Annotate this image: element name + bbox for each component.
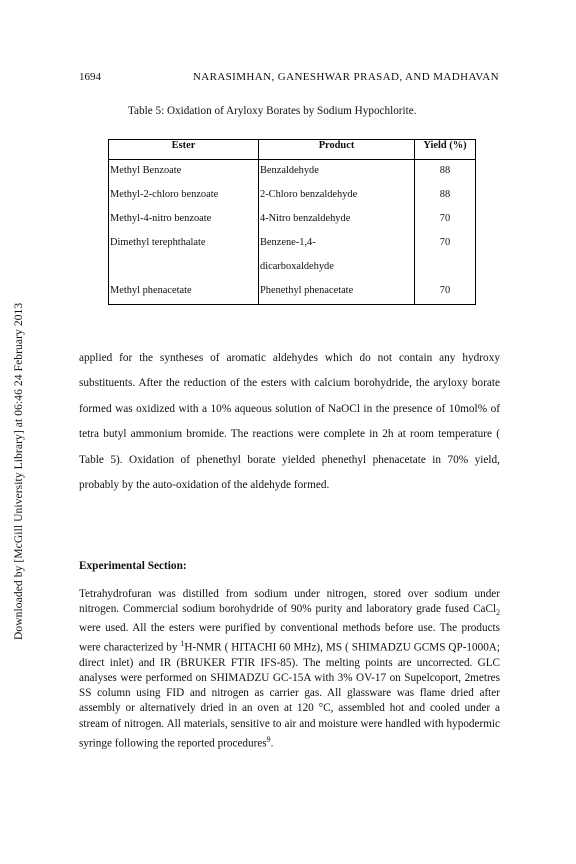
product-cell: dicarboxaldehyde (259, 256, 415, 280)
body-paragraph: applied for the syntheses of aromatic aldehydes which do not contain any hydroxy substituents. After the reduction of the esters with calcium borohydride, the aryloxy borate formed was oxidized with a 10% aqueous solution of NaOCl in the presence of 10mol% of tetra butyl ammonium bromide. The reactions were complete in 2h at room temperature ( Table 5). Oxidation of phenethyl borate yielded phenethyl phenacetate in 70% yield, probably by the auto-oxidation of the aldehyde formed. (79, 352, 500, 492)
table-row (109, 256, 476, 280)
column-header-ester: Ester (109, 140, 259, 160)
yield-cell: 70 (415, 232, 476, 256)
section-heading: Experimental Section: (79, 560, 187, 572)
column-header-yield: Yield (%) (415, 140, 476, 160)
table-row (109, 280, 476, 305)
running-title: NARASIMHAN, GANESHWAR PRASAD, AND MADHAVAN (192, 71, 499, 83)
yield-cell: 88 (415, 160, 476, 185)
table-row (109, 160, 476, 185)
results-table (108, 139, 476, 305)
experimental-paragraph (79, 587, 500, 752)
column-header-product: Product (259, 140, 415, 160)
product-cell: Benzene-1,4- (259, 232, 415, 256)
ester-cell (109, 256, 259, 280)
paragraph-text: H-NMR ( HITACHI 60 MHz), MS ( SHIMADZU GCMS QP-1000A; direct inlet) and IR (BRUKER FTIR IFS-85). The melting points are uncorrected. GLC analyses were performed on SHIMADZU GC-15A with 3% OV-17 on Supelcoport, 2metres SS column using FID and nitrogen as carrier gas. All glassware was flame dried after assembly or alternatively dried in an oven at 120 °C, assembled hot and cooled under a stream of nitrogen. All materials, sensitive to air and moisture were handled with hypodermic syringe following the reported procedures (79, 641, 500, 750)
page-number: 1694 (79, 71, 101, 83)
paragraph-text: . (270, 737, 274, 750)
product-cell: 2-Chloro benzaldehyde (259, 184, 415, 208)
subscript: 2 (496, 608, 500, 618)
table-row (109, 232, 476, 256)
download-notice: Downloaded by [McGill University Library] at 06:46 24 February 2013 (13, 302, 25, 640)
yield-cell (415, 256, 476, 280)
reference-superscript: 9 (266, 734, 271, 744)
paragraph-text: were used. All the esters were purified by conventional methods before use. The products were characterized by (79, 621, 500, 654)
superscript: 1 (180, 638, 185, 648)
ester-cell: Methyl phenacetate (109, 280, 259, 305)
table-row (109, 208, 476, 232)
product-cell: Benzaldehyde (259, 160, 415, 185)
ester-cell: Dimethyl terephthalate (109, 232, 259, 256)
ester-cell: Methyl-2-chloro benzoate (109, 184, 259, 208)
paragraph-text: Tetrahydrofuran was distilled from sodium under nitrogen, stored over sodium under nitrogen. Commercial sodium borohydride of 90% purity and laboratory grade fused CaCl (79, 588, 500, 616)
table-row (109, 184, 476, 208)
yield-cell: 70 (415, 208, 476, 232)
table-caption: Table 5: Oxidation of Aryloxy Borates by Sodium Hypochlorite. (128, 105, 417, 117)
yield-cell: 70 (415, 280, 476, 305)
download-watermark (6, 210, 25, 640)
product-cell: Phenethyl phenacetate (259, 280, 415, 305)
yield-cell: 88 (415, 184, 476, 208)
product-cell: 4-Nitro benzaldehyde (259, 208, 415, 232)
ester-cell: Methyl Benzoate (109, 160, 259, 185)
ester-cell: Methyl-4-nitro benzoate (109, 208, 259, 232)
